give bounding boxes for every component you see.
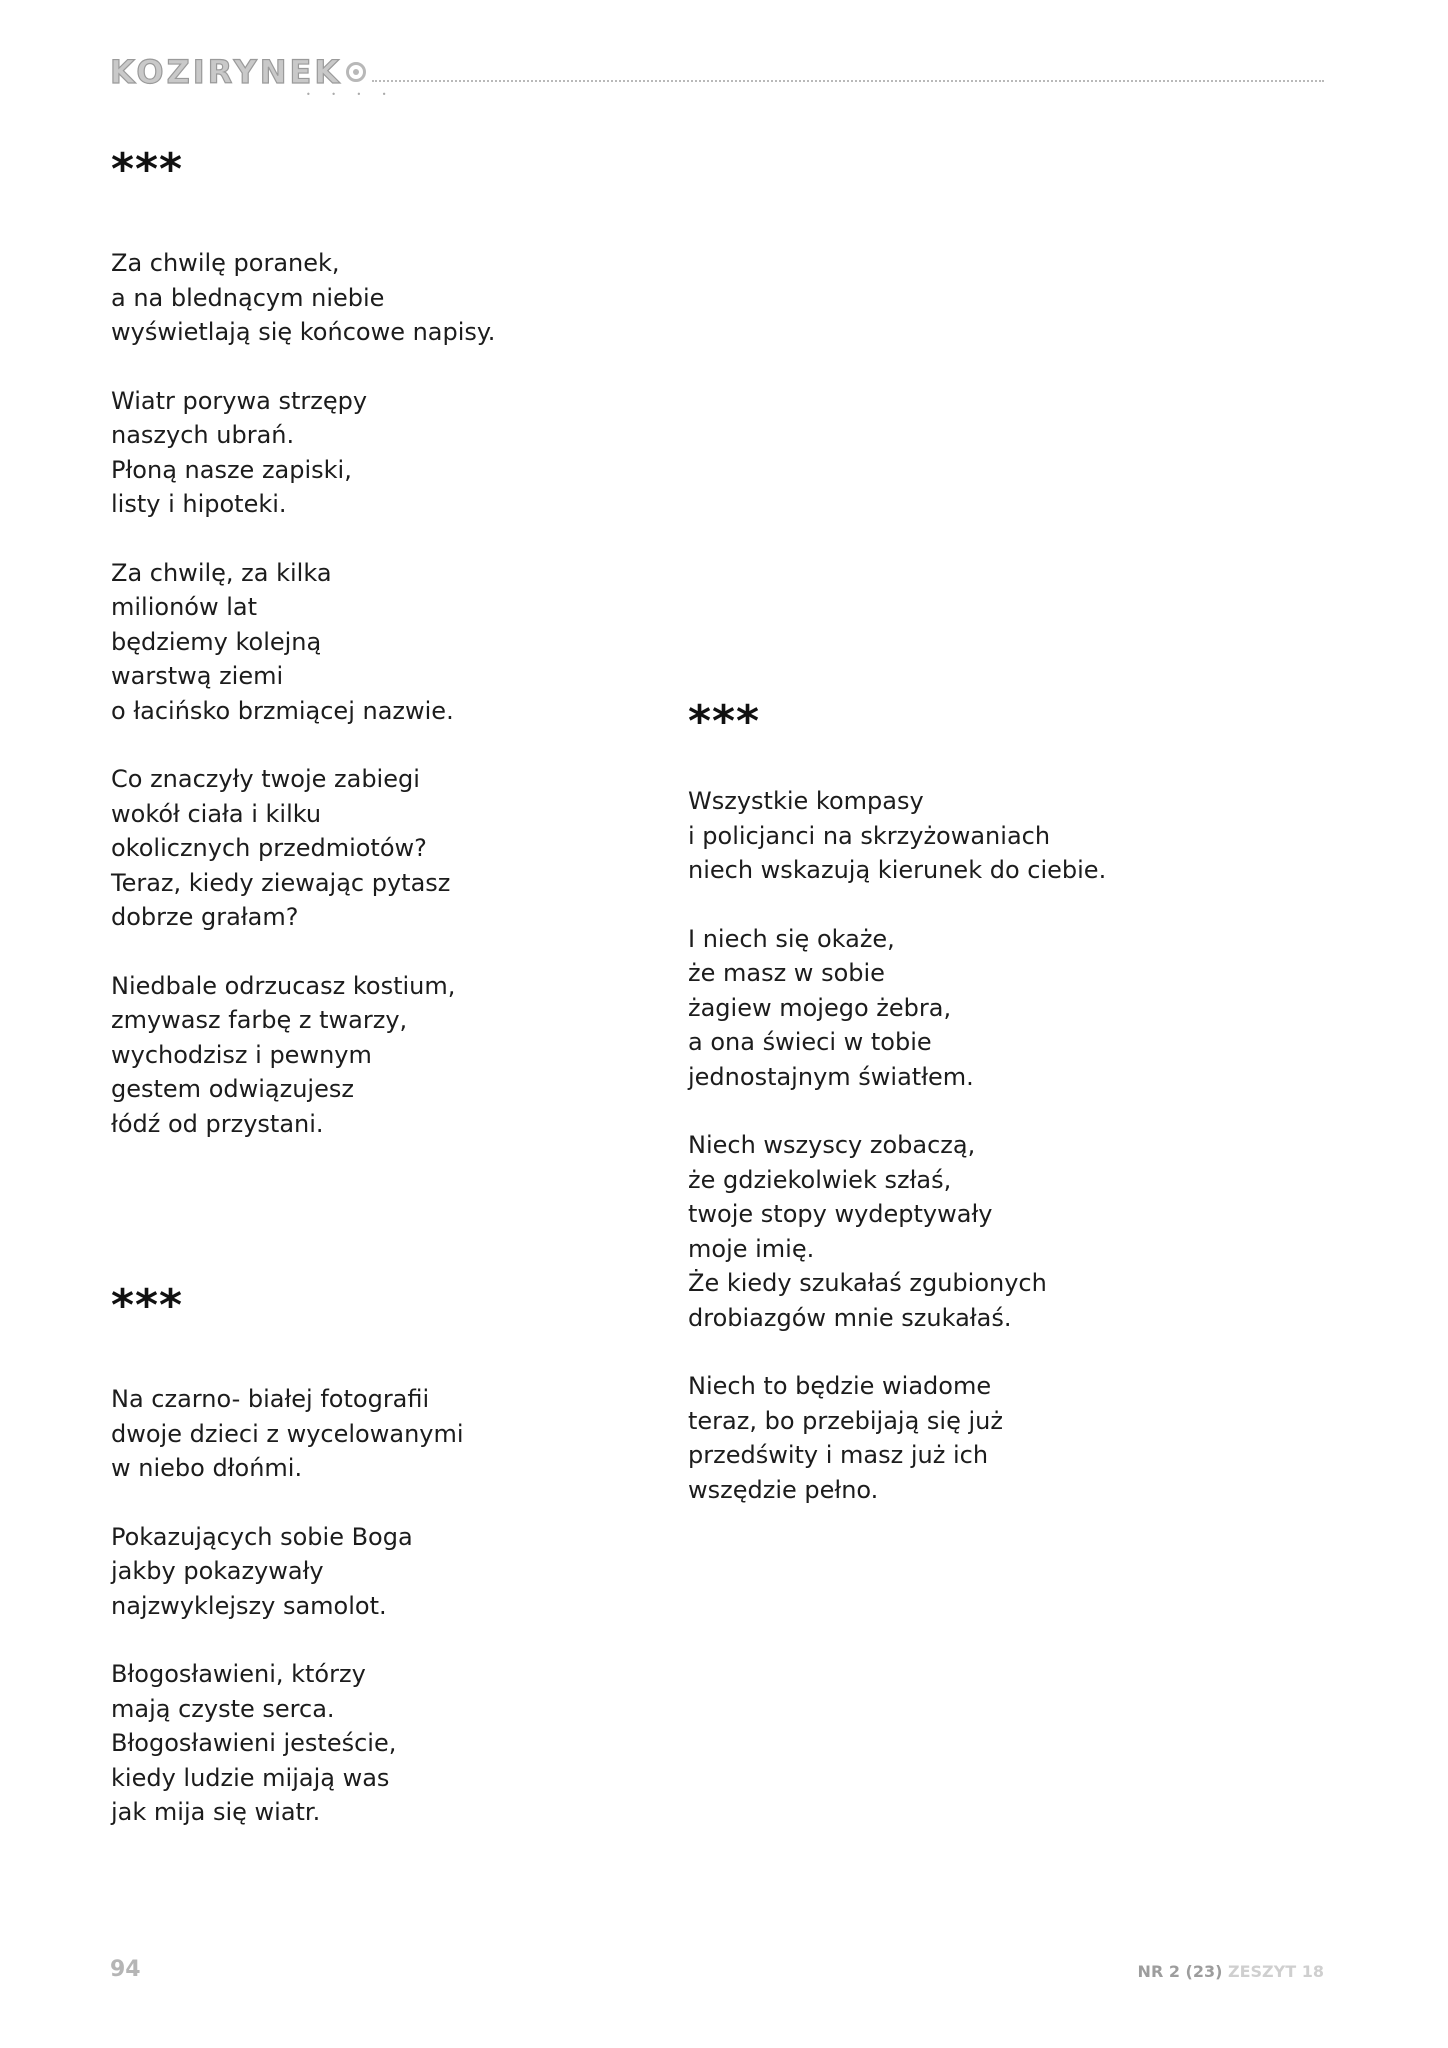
page-header <box>110 52 1324 102</box>
header-dotted-rule <box>372 80 1324 82</box>
poem-1 <box>111 144 571 1141</box>
poem-title: *** <box>111 1280 184 1331</box>
poem-title: *** <box>111 144 184 195</box>
logo-dots: • • • • <box>306 90 396 99</box>
stanza: Wiatr porywa strzępy naszych ubrań. Płoną nasze zapiski, listy i hipoteki. <box>111 386 368 518</box>
stanza: I niech się okaże, że masz w sobie żagiew mojego żebra, a ona świeci w tobie jednostajnym światłem. <box>688 924 974 1091</box>
stanza: Wszystkie kompasy i policjanci na skrzyżowaniach niech wskazują kierunek do ciebie. <box>688 787 1107 884</box>
stanza: Za chwilę poranek, a na blednącym niebie wyświetlają się końcowe napisy. <box>111 249 496 346</box>
zeszyt-label: ZESZYT 18 <box>1228 1962 1324 1981</box>
issue-number: NR 2 (23) <box>1137 1962 1223 1981</box>
poem-3 <box>688 696 1148 1507</box>
magazine-logo <box>110 52 366 92</box>
logo-circle-icon <box>346 62 366 82</box>
issue-info <box>1138 1962 1324 1981</box>
stanza: Niedbale odrzucasz kostium, zmywasz farbę z twarzy, wychodzisz i pewnym gestem odwiązujesz łódź od przystani. <box>111 971 456 1138</box>
logo-text: KOZIRYNEK <box>110 53 343 91</box>
stanza: Co znaczyły twoje zabiegi wokół ciała i kilku okolicznych przedmiotów? Teraz, kiedy ziewając pytasz dobrze grałam? <box>111 765 451 931</box>
poem-2 <box>111 1280 571 1830</box>
stanza: Niech to będzie wiadome teraz, bo przebijają się już przedświty i masz już ich wszędzie pełno. <box>688 1372 1003 1504</box>
stanza: Za chwilę, za kilka milionów lat będziemy kolejną warstwą ziemi o łacińsko brzmiącej nazwie. <box>111 558 454 725</box>
stanza: Niech wszyscy zobaczą, że gdziekolwiek szłaś, twoje stopy wydeptywały moje imię. Że kiedy szukałaś zgubionych drobiazgów mnie szukałaś. <box>688 1131 1047 1332</box>
stanza: Na czarno- białej fotografii dwoje dzieci z wycelowanymi w niebo dłońmi. <box>111 1385 464 1482</box>
page-number: 94 <box>110 1957 141 1982</box>
stanza: Pokazujących sobie Boga jakby pokazywały najzwyklejszy samolot. <box>111 1522 413 1620</box>
stanza: Błogosławieni, którzy mają czyste serca. Błogosławieni jesteście, kiedy ludzie mijają was jak mija się wiatr. <box>111 1660 397 1826</box>
poem-title: *** <box>688 696 761 747</box>
